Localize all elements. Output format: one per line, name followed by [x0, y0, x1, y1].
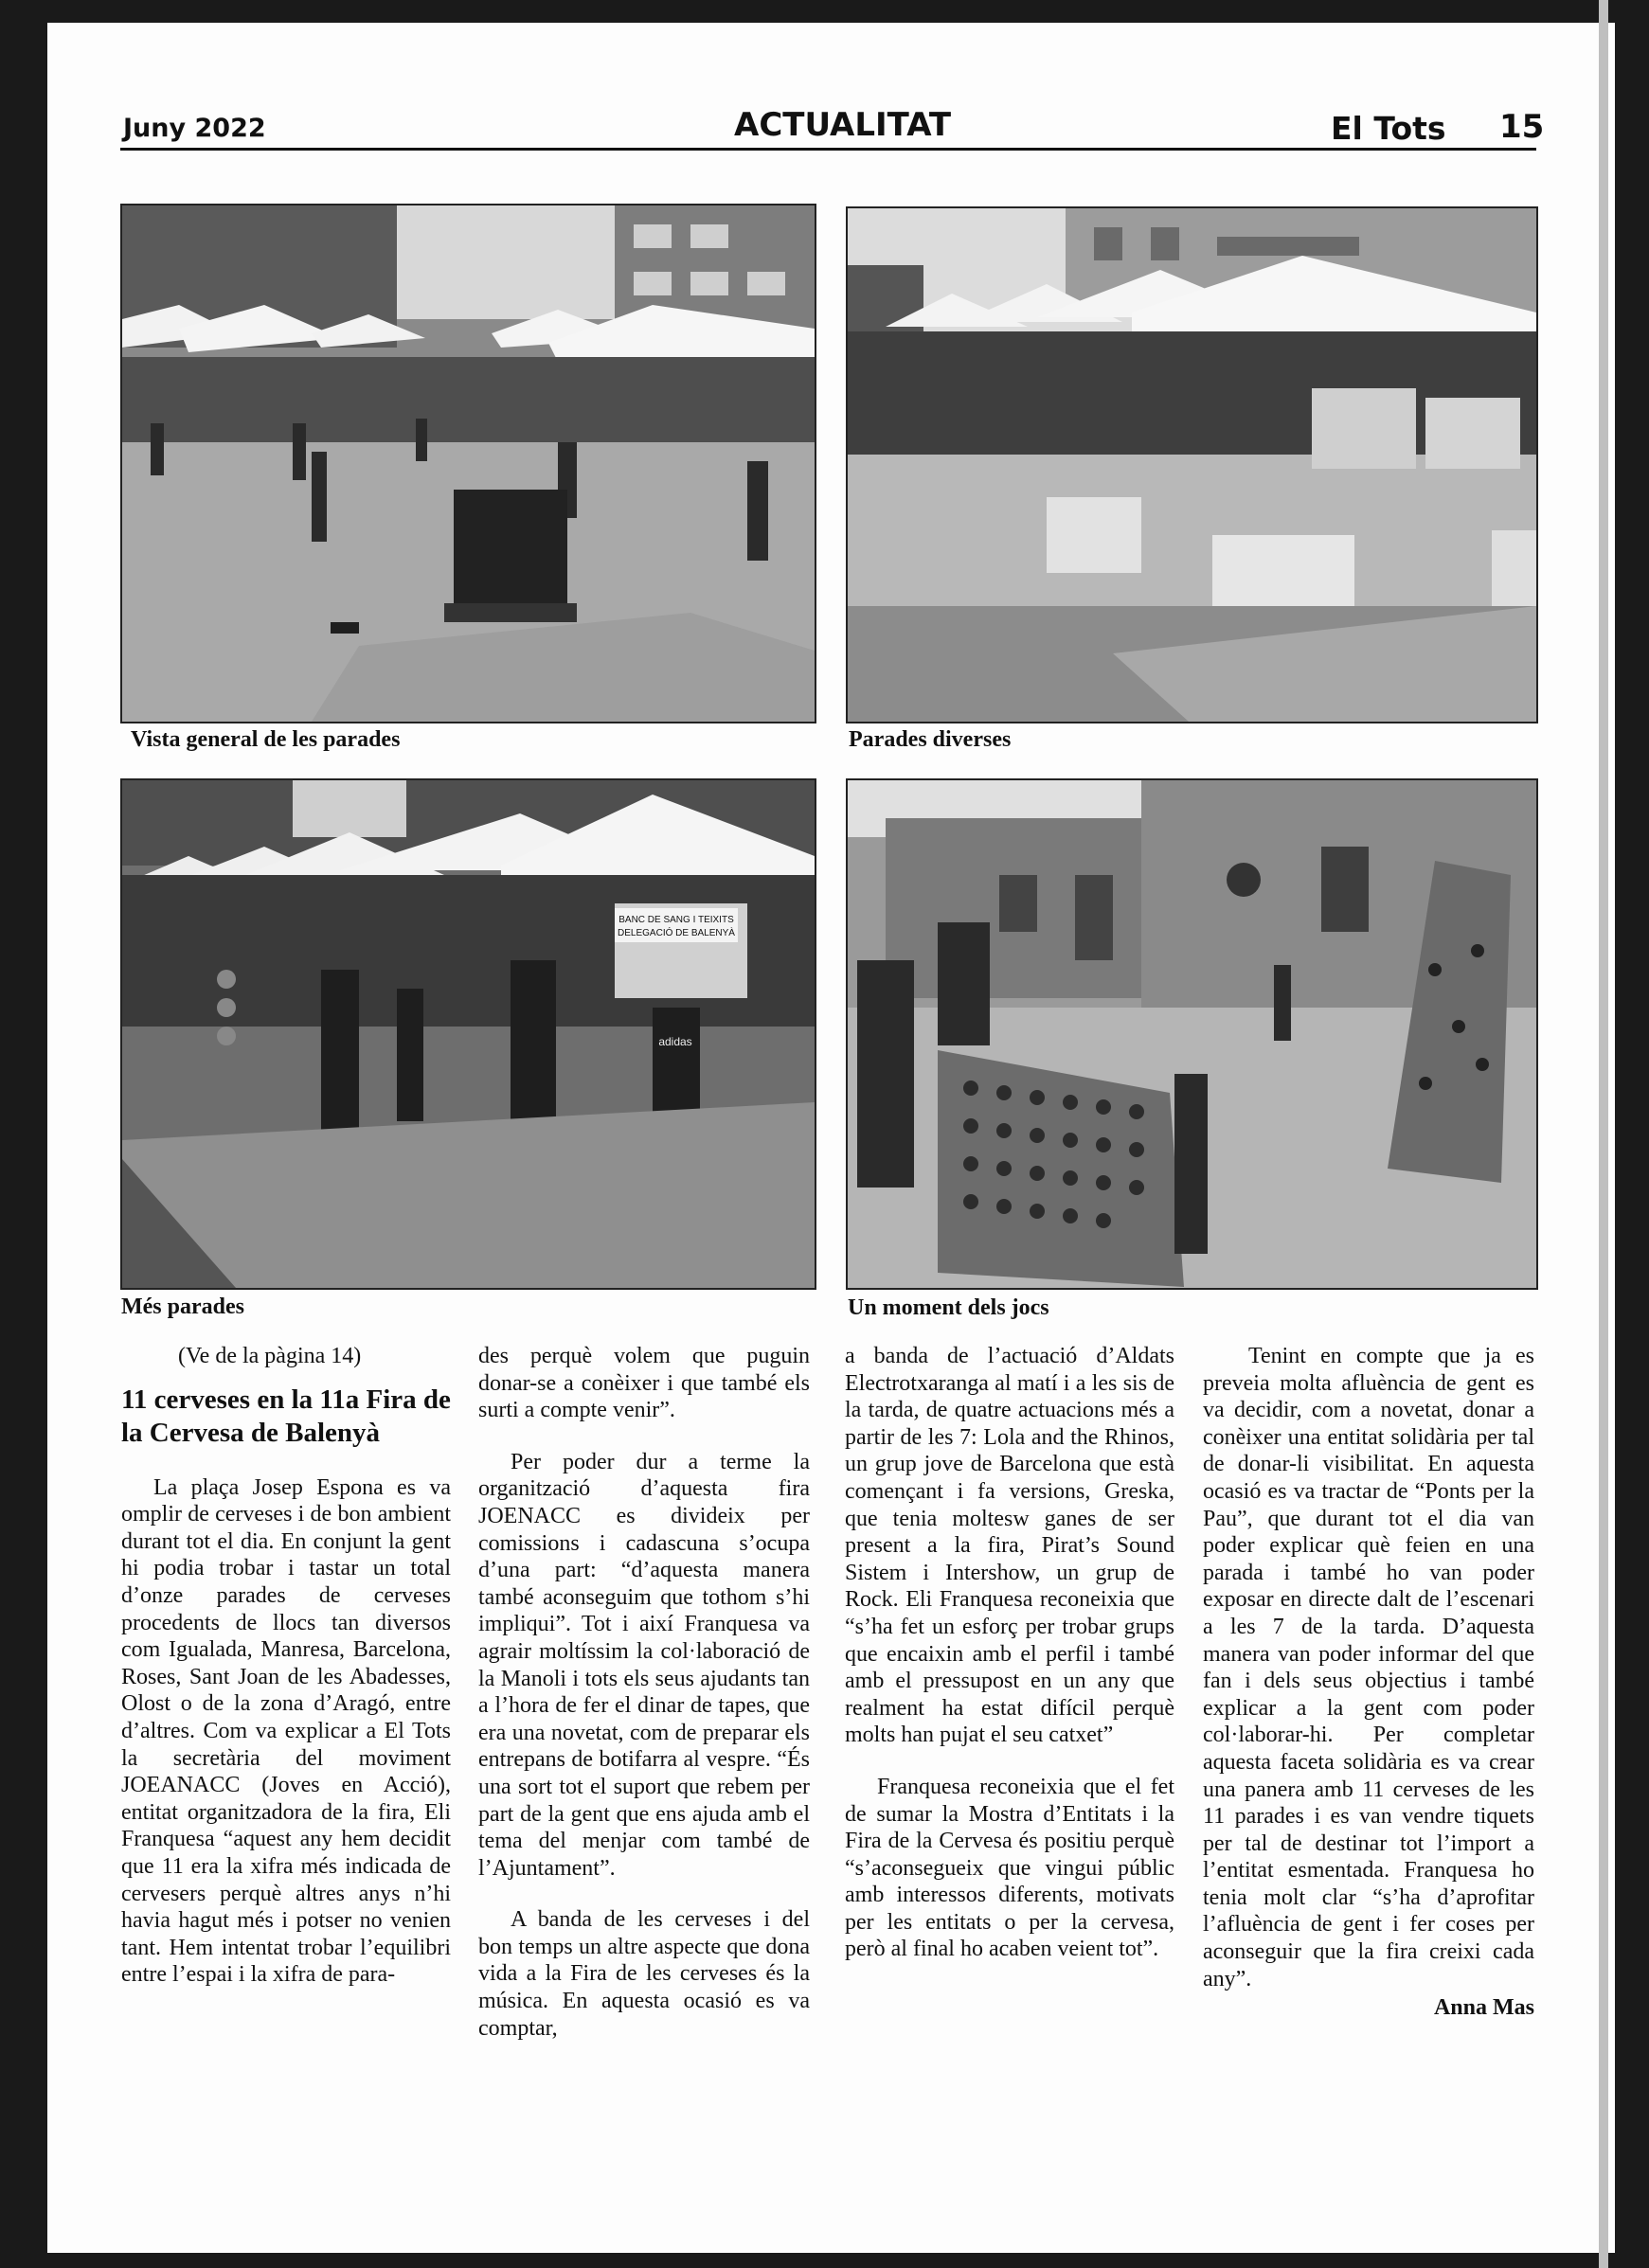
photo-sign-text: adidas	[658, 1035, 692, 1048]
photo-games	[846, 778, 1538, 1290]
article-paragraph: A banda de les cerveses i del bon temps un altre aspecte que dona vida a la Fira de les cerveses és la música. En aquesta ocasió es va comptar,	[478, 1907, 810, 2041]
author-signature: Anna Mas	[1433, 1995, 1534, 2021]
continued-from: (Ve de la pàgina 14)	[178, 1344, 362, 1368]
photo-caption: Vista general de les parades	[131, 727, 401, 752]
photo-more-stalls	[120, 778, 816, 1290]
article-headline: 11 cerveses en la 11a Fira de la Cervesa de Balenyà	[121, 1384, 451, 1448]
article-paragraph: Per poder dur a terme la organització d’aquesta fira JOENACC es divideix per comissions i cadascuna s’ocupa d’una part: “d’aquesta manera també aconseguim que tothom s’hi impliqui”. Tot i així Franquesa va agrair moltíssim la col·laboració de la Manoli i tots els seus ajudants tan a l’hora de fer el dinar de tapes, que era una novetat, com de preparar els entrepans de botifarra al vespre. “És una sort tot el suport que rebem per part de la gent que ens ajuda amb el tema del menjar com també de l’Ajuntament”.	[478, 1449, 810, 1881]
article-column-2	[478, 1343, 810, 2042]
page-edge	[1599, 0, 1608, 2268]
article-paragraph: Franquesa reconeixia que el fet de sumar la Mostra d’Entitats i la Fira de la Cervesa és positiu perquè “s’aconsegueix que vingui públic amb interessos diferents, motivats per les entitats o per la cervesa, però al final ho acaben veient tot”.	[845, 1774, 1174, 1962]
header-rule	[120, 148, 1536, 151]
photo-general-view	[120, 204, 816, 723]
photo-caption: Més parades	[121, 1295, 244, 1319]
article-paragraph: a banda de l’actuació d’Aldats Electrotxaranga al matí i a les sis de la tarda, de quatre actuacions més a partir de les 7: Lola and the Rhinos, un grup jove de Barcelona que està començant i fa versions, Greska, que tenia moltesw ganes de ser present a la fira, Pirat’s Sound Sistem i Intershow, un grup de Rock. Eli Franquesa reconeixia que “s’ha fet un esforç per trobar grups que encaixin amb el perfil i també amb el pressupost en un any que realment ha estat difícil perquè molts han pujat el seu catxet”	[845, 1344, 1174, 1748]
section-title: ACTUALITAT	[734, 106, 952, 144]
photo-various-stalls	[846, 206, 1538, 723]
issue-date: Juny 2022	[123, 114, 266, 143]
photo-sign-text: DELEGACIÓ DE BALENYÀ	[618, 928, 735, 938]
article-paragraph: La plaça Josep Espona es va omplir de cerveses i de bon ambient durant tot el dia. En conjunt la gent hi podia trobar i tastar un total d’onze parades de cerveses procedents de llocs tan diversos com Igualada, Manresa, Barcelona, Roses, Sant Joan de les Abadesses, Olost o de la zona d’Aragó, entre d’altres. Com va explicar a El Tots la secretària del moviment JOEANACC (Joves en Acció), entitat organitzadora de la fira, Eli Franquesa “aquest any hem decidit que 11 era la xifra més indicada de cervesers perquè altres anys n’hi havia hagut més i potser no venien tant. Hem intentat trobar l’equilibri entre l’espai i la xifra de para-	[121, 1474, 451, 1988]
article-column-4	[1203, 1343, 1534, 2022]
photo-sign-text: BANC DE SANG I TEIXITS	[618, 915, 734, 925]
photo-caption: Un moment dels jocs	[848, 1295, 1049, 1320]
page-number: 15	[1499, 108, 1545, 146]
article-column-3	[845, 1343, 1174, 1963]
article-paragraph: Tenint en compte que ja es preveia molta afluència de gent es va decidir, com a novetat, donar a conèixer una entitat solidària per tal de donar-li visibilitat. En aquesta ocasió es va tractar de “Ponts per la Pau”, que durant tot el dia van poder explicar què feien en una parada i també ho van poder exposar en directe dalt de l’escenari a les 7 de la tarda. D’aquesta manera van poder informar del que fan i dels seus objectius i també explicar a la gent com poder col·laborar-hi. Per completar aquesta faceta solidària es va crear una panera amb 11 cerveses de les 11 parades i es van vendre tiquets per tal de destinar tot l’import a l’entitat esmentada. Franquesa ho tenia molt clar “s’ha d’aprofitar l’afluència de gent i fer coses per aconseguir que la fira creixi cada any”.	[1203, 1344, 1534, 1991]
publication-name: El Tots	[1331, 110, 1446, 147]
article-paragraph: des perquè volem que puguin donar-se a conèixer i que també els surti a compte venir”.	[478, 1344, 810, 1423]
article-column-1	[121, 1343, 451, 1989]
photo-caption: Parades diverses	[849, 727, 1012, 752]
